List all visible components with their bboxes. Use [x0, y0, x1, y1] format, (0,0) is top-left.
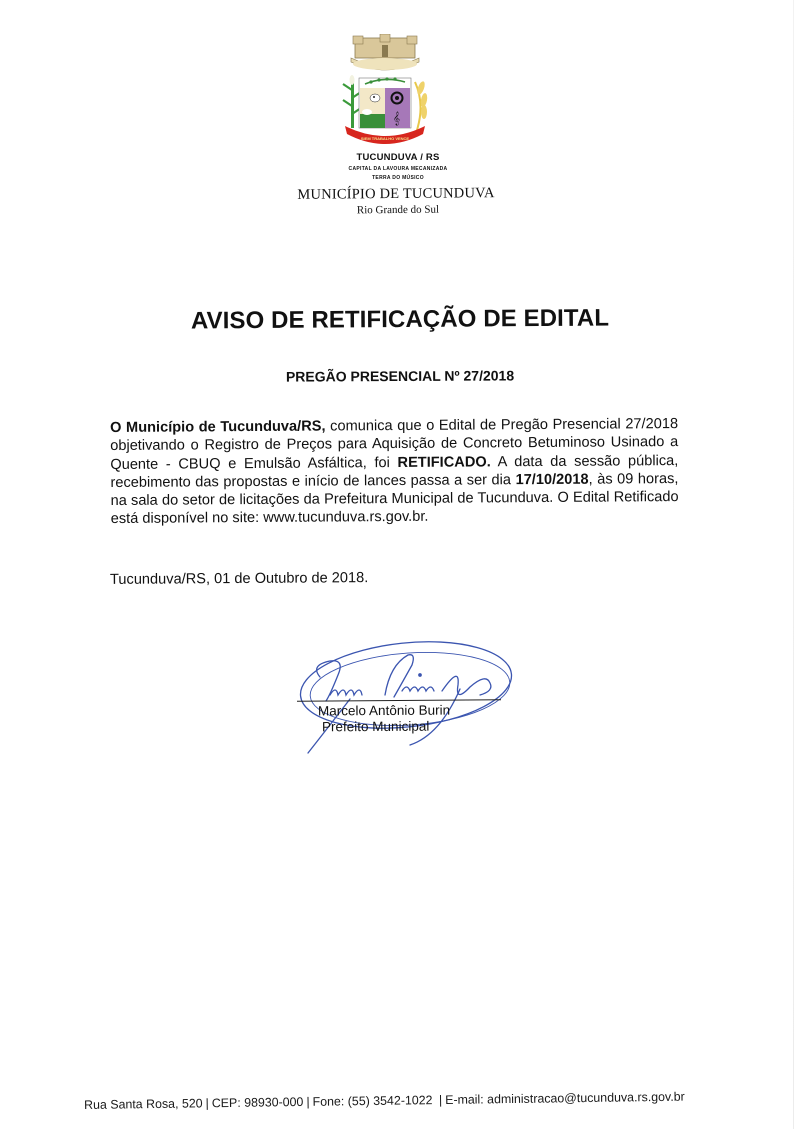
letterhead-state: Rio Grande do Sul — [356, 203, 440, 217]
footer-separator: | — [306, 1094, 310, 1109]
footer-separator: | — [205, 1096, 209, 1111]
wheat — [415, 80, 428, 130]
motto-banner — [345, 126, 425, 144]
notice-body — [110, 415, 679, 529]
coat-of-arms-icon — [335, 34, 435, 146]
signature-icon — [290, 625, 530, 760]
signatory-role: Prefeito Municipal — [321, 718, 430, 735]
place-date: Tucunduva/RS, 01 de Outubro de 2018. — [109, 570, 369, 588]
footer-phone: Fone: (55) 3542-1022 — [312, 1093, 433, 1109]
footer-contact — [84, 1090, 685, 1112]
footer-email: E-mail: administracao@tucunduva.rs.gov.br — [445, 1089, 685, 1107]
footer-cep: CEP: 98930-000 — [211, 1094, 304, 1111]
shield — [359, 77, 411, 128]
letterhead-motto-2: TERRA DO MÚSICO — [372, 175, 424, 181]
body-lead: O Município de Tucunduva/RS, — [110, 418, 326, 436]
svg-text:SIEM TRABALHO VENCE: SIEM TRABALHO VENCE — [360, 136, 410, 141]
body-status: RETIFICADO. — [397, 453, 491, 471]
letterhead-city-state: TUCUNDUVA / RS — [356, 152, 440, 163]
corn — [343, 75, 361, 128]
crown — [351, 34, 419, 70]
signatory-name: Marcelo Antônio Burin — [317, 702, 451, 719]
body-part-3: , às 09 horas, na sala do setor de licitações da Prefeitura Municipal de Tucunduva. O Edital Retificado está disponível no site: www.tucunduva.rs.gov.br. — [110, 470, 679, 528]
footer-address: Rua Santa Rosa, 520 — [84, 1096, 203, 1112]
letterhead-motto-1: CAPITAL DA LAVOURA MECANIZADA — [348, 166, 448, 172]
body-part-2: A data da sessão pública, recebimento das propostas e início de lances passa a ser dia — [110, 452, 679, 491]
body-part-1: comunica que o Edital de Pregão Presencial 27/2018 objetivando o Registro de Preços para Aquisição de Concreto Betuminoso Usinado a Quente - CBUQ e Emulsão Asfáltica, foi — [110, 416, 679, 473]
document-subtitle: PREGÃO PRESENCIAL Nº 27/2018 — [285, 367, 515, 385]
document-title: AVISO DE RETIFICAÇÃO DE EDITAL — [190, 304, 610, 335]
footer-separator: | — [438, 1093, 443, 1108]
body-date: 17/10/2018 — [515, 471, 589, 489]
letterhead-municipality: MUNICÍPIO DE TUCUNDUVA — [297, 185, 495, 203]
svg-text:𝄞: 𝄞 — [393, 111, 401, 125]
